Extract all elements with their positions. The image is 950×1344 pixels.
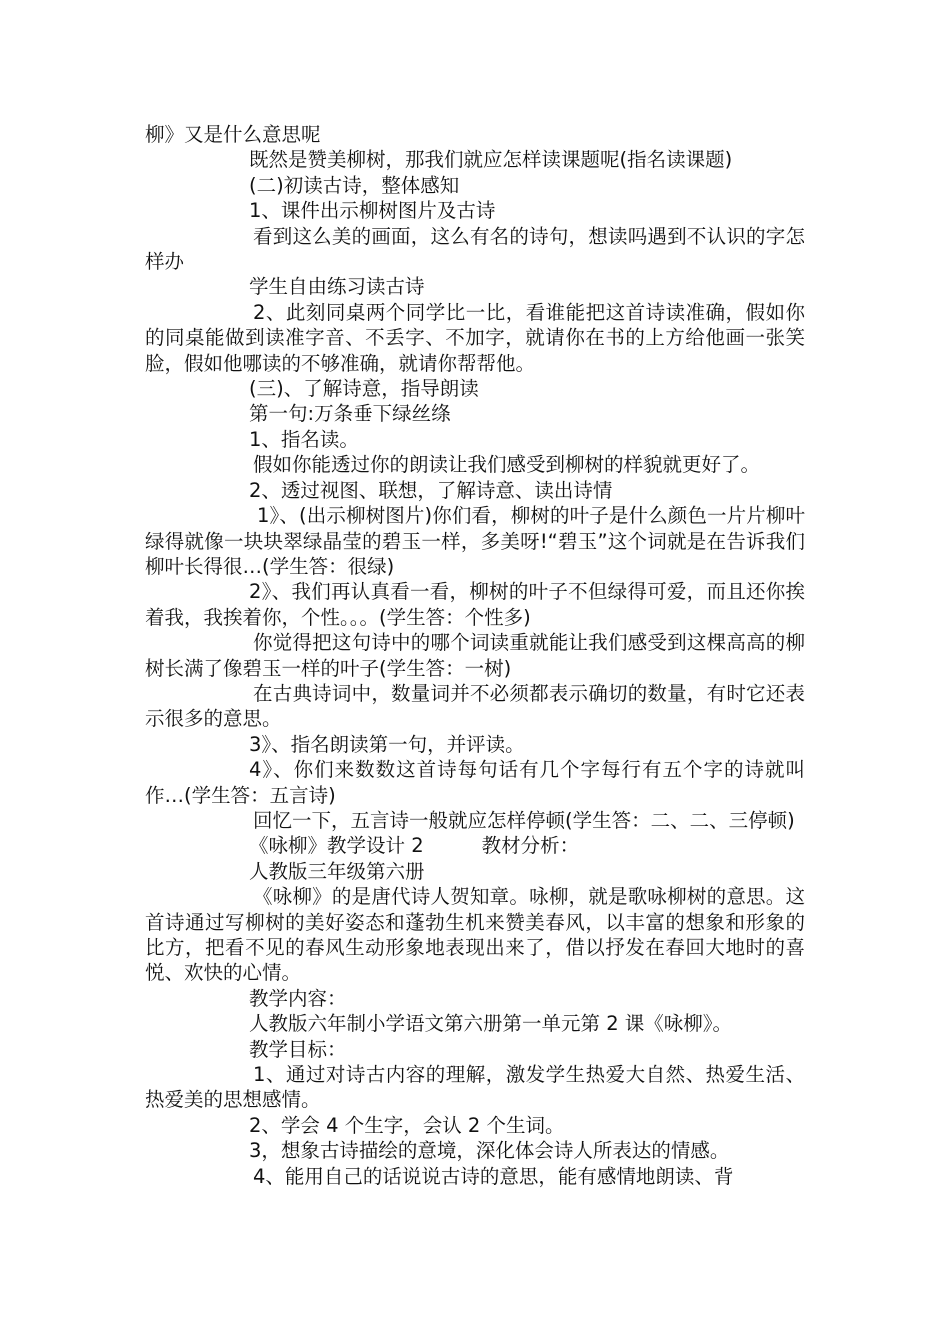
paragraph: 2、透过视图、联想，了解诗意、读出诗情 — [249, 478, 613, 502]
paragraph: (二)初读古诗，整体感知 — [249, 173, 460, 197]
paragraph: 教学目标： — [249, 1037, 347, 1061]
paragraph: 3》、指名朗读第一句，并评读。 — [249, 732, 525, 756]
paragraph: 3，想象古诗描绘的意境，深化体会诗人所表达的情感。 — [249, 1139, 730, 1163]
paragraph: 1、指名读。 — [249, 427, 359, 451]
paragraph: 1、课件出示柳树图片及古诗 — [249, 199, 496, 223]
paragraph: 2、学会 4 个生字，会认 2 个生词。 — [249, 1113, 565, 1137]
document-body-part-1 — [145, 122, 805, 833]
paragraph: 人教版三年级第六册 — [249, 859, 425, 883]
paragraph: 2》、我们再认真看一看，柳树的叶子不但绿得可爱，而且还你挨着我，我挨着你，个性。。。(学生答：个性多) — [145, 580, 805, 629]
paragraph: 2、此刻同桌两个同学比一比，看谁能把这首诗读准确，假如你的同桌能做到读准字音、不丢字、不加字，就请你在书的上方给他画一张笑脸，假如他哪读的不够准确，就请你帮帮他。 — [145, 300, 805, 375]
paragraph: 1》、(出示柳树图片)你们看，柳树的叶子是什么颜色一片片柳叶绿得就像一块块翠绿晶莹的碧玉一样，多美呀!“碧玉”这个词就是在告诉我们柳叶长得很…(学生答：很绿) — [145, 504, 805, 578]
paragraph: 在古典诗词中，数量词并不必须都表示确切的数量，有时它还表示很多的意思。 — [145, 681, 805, 731]
paragraph: 第一句:万条垂下绿丝绦 — [249, 402, 451, 426]
paragraph: 你觉得把这句诗中的哪个词读重就能让我们感受到这棵高高的柳树长满了像碧玉一样的叶子(学生答：一树) — [145, 631, 805, 680]
paragraph: 人教版六年制小学语文第六册第一单元第 2 课《咏柳》。 — [249, 1012, 733, 1036]
paragraph: 《咏柳》的是唐代诗人贺知章。咏柳，就是歌咏柳树的意思。这首诗通过写柳树的美好姿态和蓬勃生机来赞美春风，以丰富的想象和形象的比方，把看不见的春风生动形象地表现出来了，借以抒发在春回大地时的喜悦、欢快的心情。 — [145, 885, 805, 985]
document-body-part-2 — [145, 859, 805, 1189]
lesson-title: 《咏柳》教学设计 2 — [249, 834, 424, 858]
paragraph: 看到这么美的画面，这么有名的诗句，想读吗遇到不认识的字怎样办 — [145, 224, 805, 274]
paragraph: (三)、了解诗意，指导朗读 — [249, 377, 479, 401]
paragraph: 柳》又是什么意思呢 — [145, 123, 321, 146]
section-label: 教材分析： — [481, 834, 580, 858]
paragraph: 学生自由练习读古诗 — [249, 275, 425, 299]
paragraph: 回忆一下，五言诗一般就应怎样停顿(学生答：二、二、三停顿) — [253, 808, 795, 832]
paragraph: 教学内容： — [249, 986, 347, 1010]
paragraph: 4、能用自己的话说说古诗的意思，能有感情地朗读、背 — [253, 1164, 734, 1188]
paragraph: 4》、你们来数数这首诗每句话有几个字每行有五个字的诗就叫作…(学生答：五言诗) — [145, 758, 805, 807]
paragraph: 既然是赞美柳树，那我们就应怎样读课题呢(指名读课题) — [249, 148, 733, 172]
paragraph: 1、通过对诗古内容的理解，激发学生热爱大自然、热爱生活、热爱美的思想感情。 — [145, 1063, 805, 1112]
paragraph: 假如你能透过你的朗读让我们感受到柳树的样貌就更好了。 — [253, 453, 761, 477]
document-page — [145, 122, 805, 1189]
lesson-heading-line — [145, 833, 805, 858]
